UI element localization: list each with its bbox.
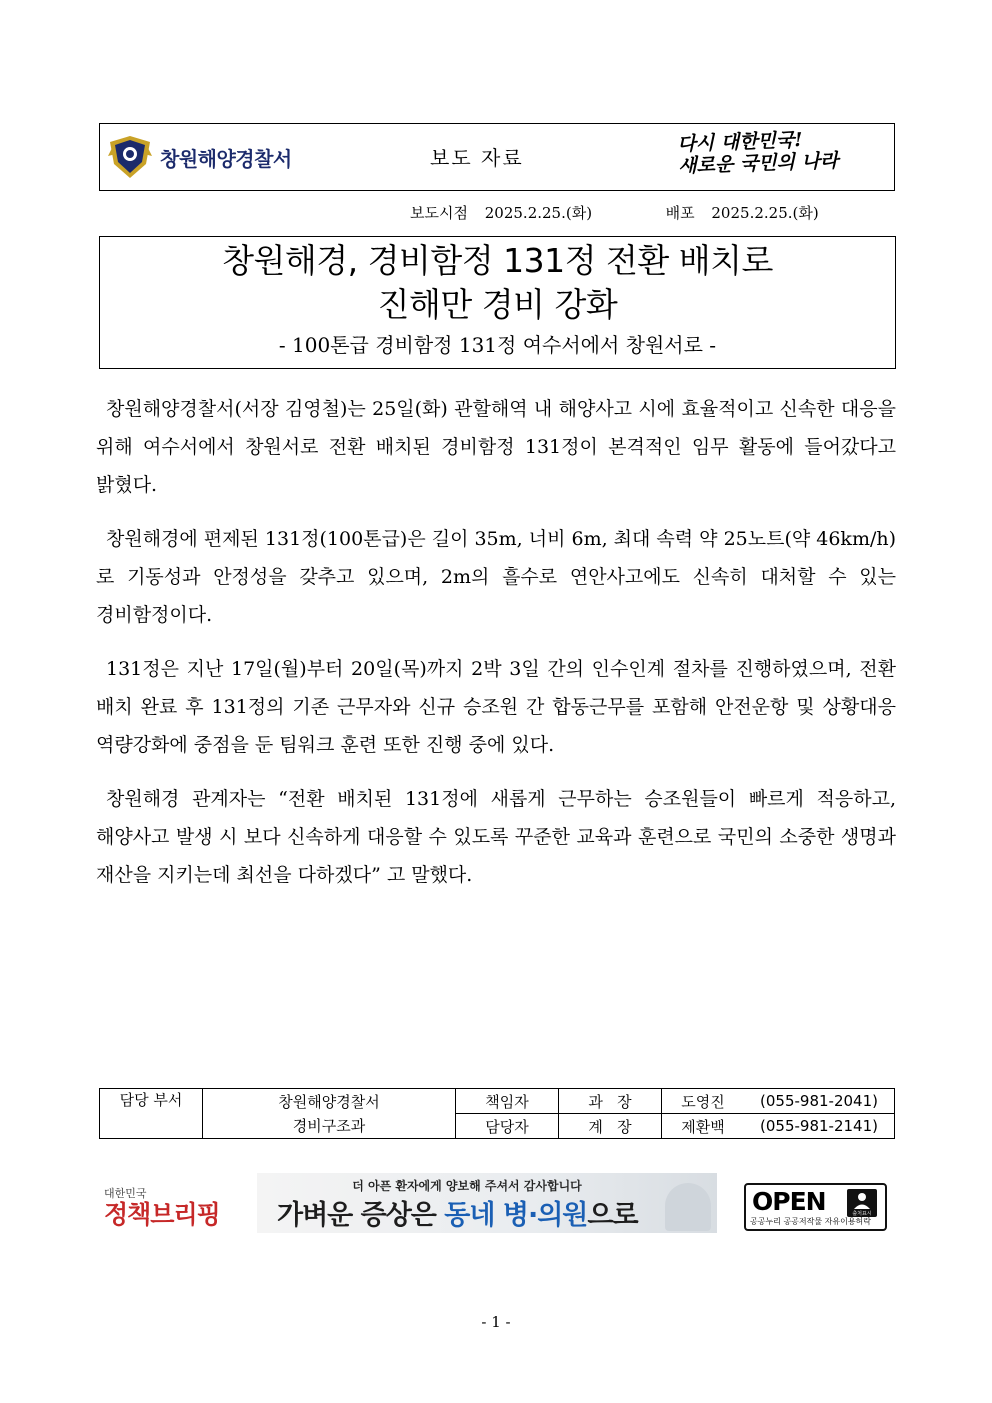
article-body (96, 390, 896, 910)
title-box (99, 236, 896, 369)
org-logo (108, 134, 292, 180)
contact-table (99, 1088, 895, 1139)
banner-part-1: 가벼운 증상은 (277, 1200, 445, 1231)
table-row (100, 1089, 895, 1114)
kogl-open-badge (744, 1183, 887, 1231)
subheadline: - 100톤급 경비함정 131정 여수서에서 창원서로 - (278, 333, 717, 357)
headline-line-2: 진해만 경비 강화 (377, 285, 618, 324)
header-box (99, 123, 895, 191)
open-caption: 공공누리 공공저작물 자유이용허락 (750, 1217, 872, 1226)
release-label: 보도시점 (410, 204, 468, 222)
distribution-date: 2025.2.25.(화) (711, 204, 819, 222)
contact-phone: (055-981-2041) (744, 1089, 895, 1114)
document-type-label: 보도 자료 (430, 146, 524, 170)
briefing-logo-top: 대한민국 (104, 1187, 147, 1200)
dept-label: 담당 부서 (100, 1089, 203, 1139)
paragraph: 창원해양경찰서(서장 김영철)는 25일(화) 관할해역 내 해양사고 시에 효율적이고 신속한 대응을 위해 여수서에서 창원서로 전환 배치된 경비함정 131정이 본격적인 임무 활동에 들어갔다고 밝혔다. (96, 398, 896, 496)
contact-name: 도영진 (662, 1089, 745, 1114)
paragraph: 131정은 지난 17일(월)부터 20일(목)까지 2박 3일 간의 인수인계 절차를 진행하였으며, 전환 배치 완료 후 131정의 기존 근무자와 신규 승조원 간 합동근무를 포함해 안전운항 및 상황대응 역량강화에 중점을 둔 팀워크 훈련 또한 진행 중에 있다. (96, 658, 896, 756)
health-campaign-banner (257, 1173, 717, 1233)
briefing-logo-main (104, 1201, 224, 1229)
contact-phone: (055-981-2141) (744, 1114, 895, 1139)
paragraph: 창원해경 관계자는 “전환 배치된 131정에 새롭게 근무하는 승조원들이 빠르게 적응하고, 해양사고 발생 시 보다 신속하게 대응할 수 있도록 꾸준한 교육과 훈련으로 국민의 소중한 생명과 재산을 지키는데 최선을 다하겠다” 고 말했다. (96, 788, 896, 886)
contact-position: 계 장 (559, 1114, 662, 1139)
slogan (677, 127, 869, 190)
banner-main-text (277, 1193, 638, 1232)
banner-part-2: 동네 병·의원 (444, 1200, 588, 1231)
coast-guard-emblem-icon (108, 134, 152, 180)
distribution-label: 배포 (665, 204, 695, 222)
headline-line-1: 창원해경, 경비함정 131정 전환 배치로 (222, 241, 773, 280)
open-text: OPEN (752, 1187, 826, 1216)
release-date: 2025.2.25.(화) (484, 204, 593, 222)
dept-name-1: 창원해양경찰서 (278, 1092, 380, 1111)
contact-role: 책임자 (456, 1089, 559, 1114)
open-icon-label: 출처표시 (852, 1211, 872, 1217)
org-name: 창원해양경찰서 (160, 146, 292, 171)
page-number: - 1 - (481, 1313, 511, 1331)
paragraph: 창원해경에 편제된 131정(100톤급)은 길이 35m, 너비 6m, 최대 속력 약 25노트(약 46km/h)로 기동성과 안정성을 갖추고 있으며, 2m의 흘수로 연안사고에도 신속히 대처할 수 있는 경비함정이다. (96, 528, 897, 626)
date-line (410, 202, 831, 223)
attribution-person-icon (847, 1189, 877, 1217)
banner-part-3: 으로 (587, 1200, 638, 1231)
policy-briefing-logo (104, 1185, 224, 1235)
dept-name (203, 1089, 456, 1139)
contact-position: 과 장 (559, 1089, 662, 1114)
contact-name: 제환백 (662, 1114, 745, 1139)
slogan-line-2: 새로운 국민의 나라 (677, 149, 839, 178)
dept-name-2: 경비구조과 (292, 1116, 366, 1135)
contact-role: 담당자 (456, 1114, 559, 1139)
banner-top-text: 더 아픈 환자에게 양보해 주셔서 감사합니다 (352, 1179, 582, 1193)
briefing-logo-text: 정책브리핑 (104, 1200, 220, 1229)
slogan-line-1: 다시 대한민국! (677, 128, 803, 156)
banner-person-icon (665, 1183, 711, 1231)
